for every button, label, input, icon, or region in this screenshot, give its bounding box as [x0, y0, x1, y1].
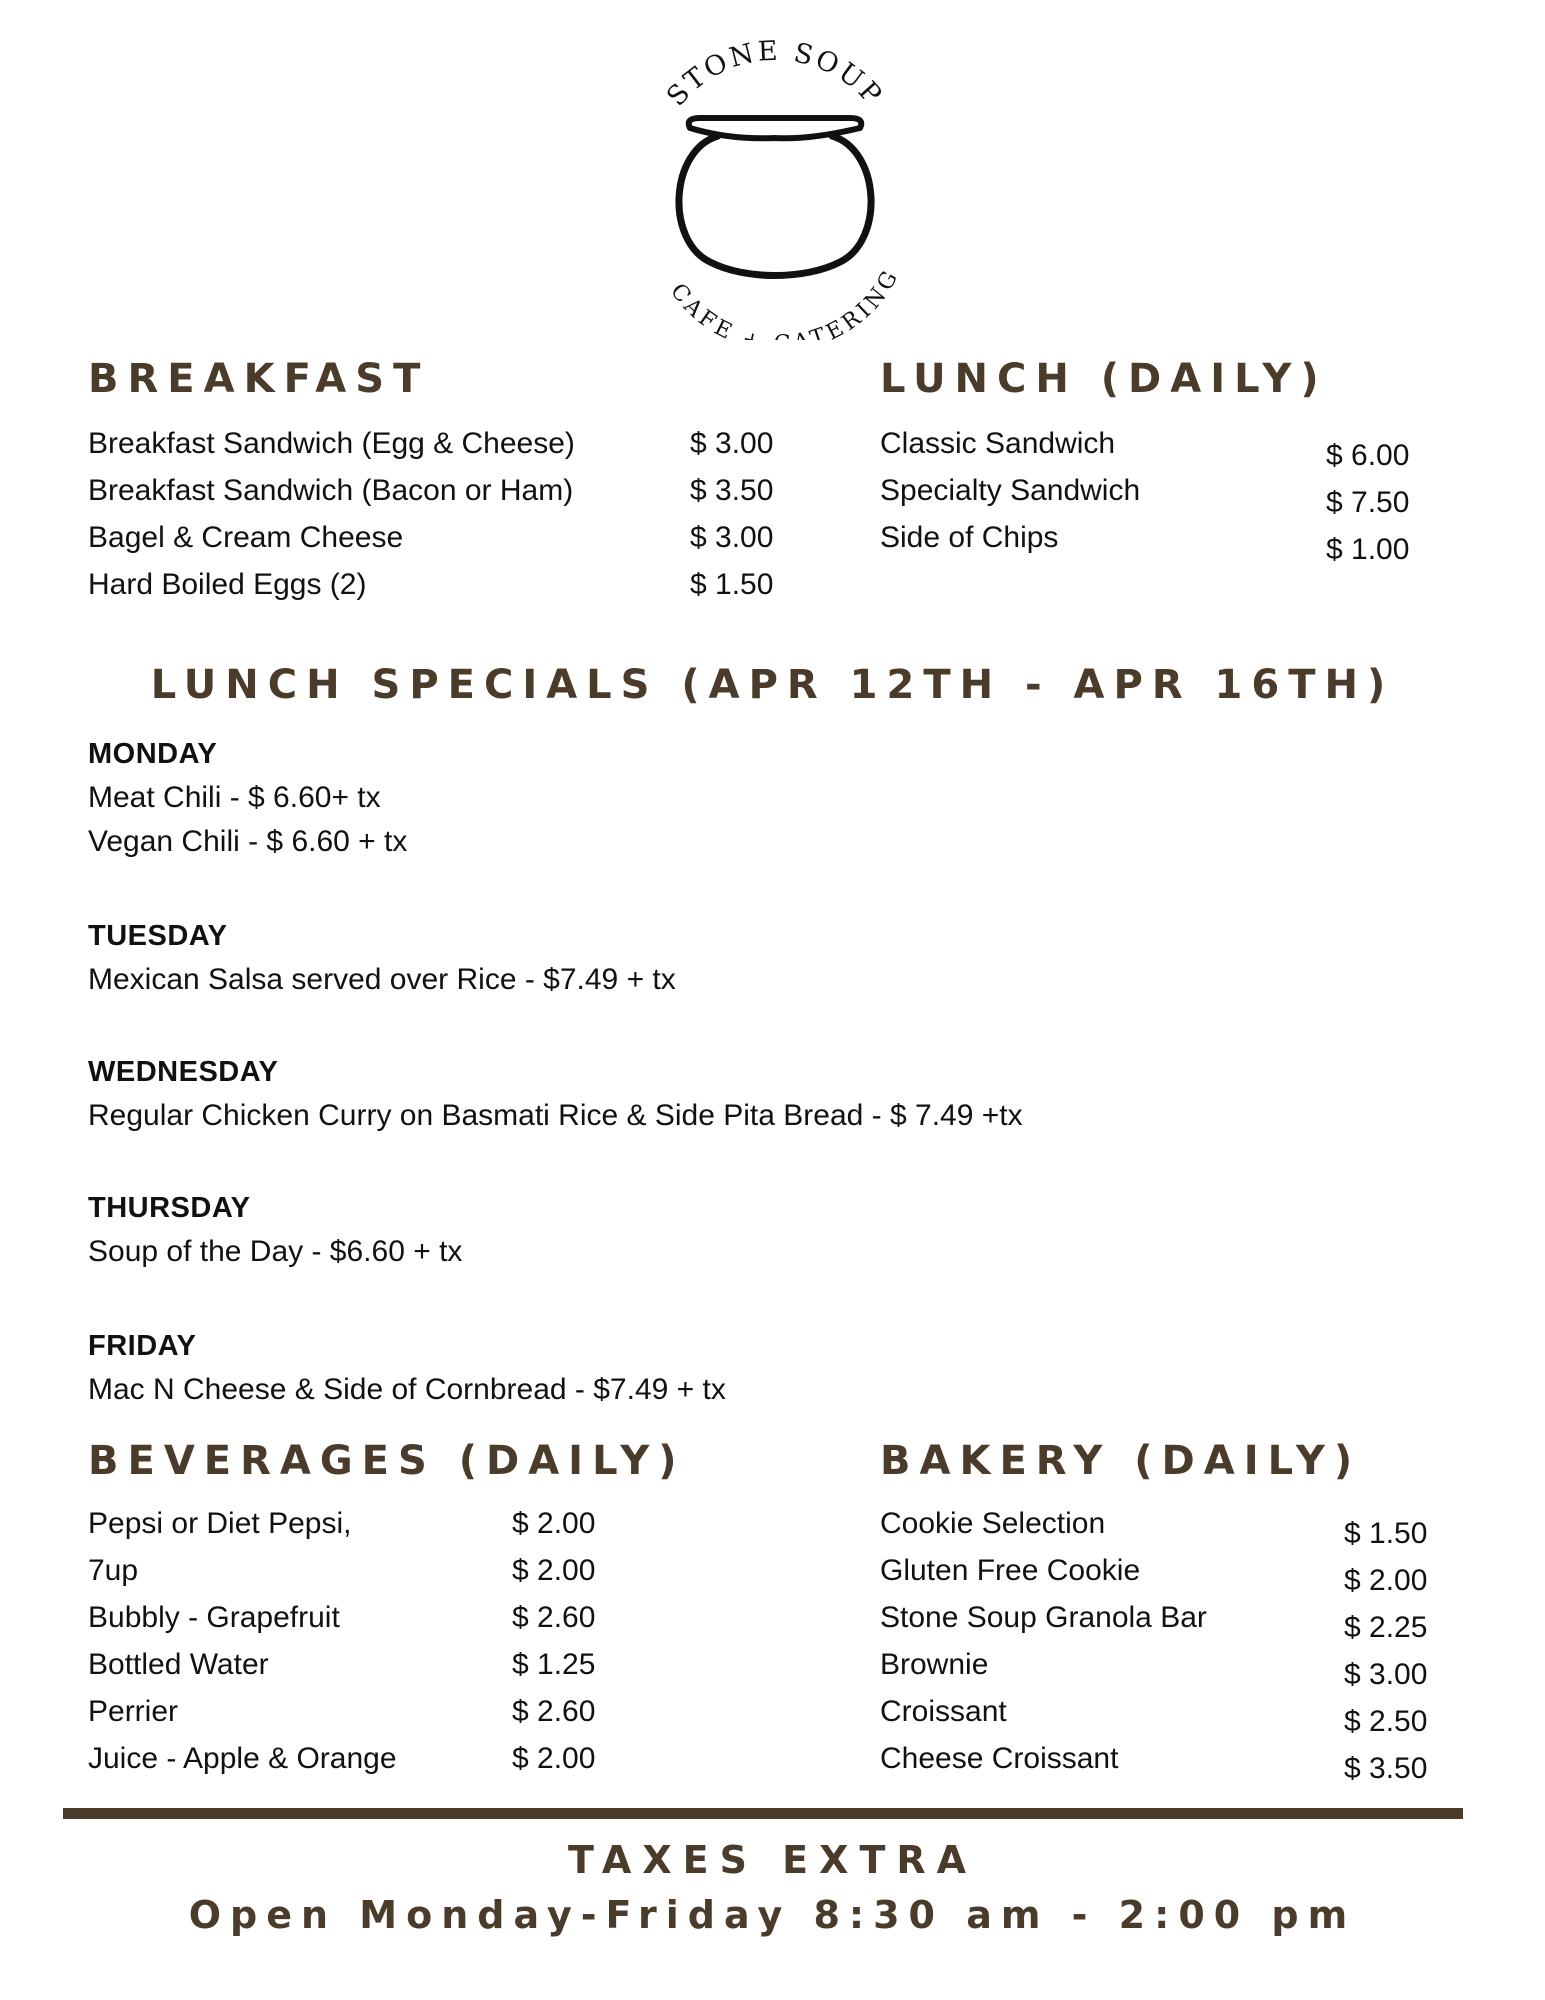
- item-name: Bottled Water: [88, 1648, 269, 1681]
- list-item: Side of Chips: [880, 521, 1059, 554]
- item-price: $ 3.00: [690, 521, 774, 554]
- item-price: $ 3.00: [690, 427, 774, 460]
- item-price: $ 3.50: [1344, 1752, 1428, 1785]
- soup-pot-icon: [610, 40, 940, 340]
- list-item: Cheese Croissant: [880, 1742, 1119, 1775]
- lunch-specials-heading: LUNCH SPECIALS (APR 12TH - APR 16TH): [150, 662, 1395, 708]
- item-name: Bubbly - Grapefruit: [88, 1601, 340, 1634]
- lunch-prices: [1326, 432, 1476, 573]
- item-price: $ 1.25: [512, 1648, 596, 1681]
- special-line: Mac N Cheese & Side of Cornbread - $7.49 + tx: [88, 1373, 726, 1406]
- lunch-heading: LUNCH (DAILY): [880, 356, 1328, 402]
- list-item: [88, 467, 788, 514]
- breakfast-list: [88, 420, 788, 608]
- special-line: Vegan Chili - $ 6.60 + tx: [88, 825, 408, 858]
- list-item: [88, 1547, 688, 1594]
- list-item: [88, 561, 788, 608]
- lunch-names: [880, 420, 1300, 561]
- footer-divider: [63, 1808, 1463, 1819]
- item-name: Breakfast Sandwich (Bacon or Ham): [88, 474, 574, 507]
- day-label: THURSDAY: [88, 1192, 251, 1224]
- item-price: $ 2.60: [512, 1695, 596, 1728]
- item-name: Pepsi or Diet Pepsi,: [88, 1507, 352, 1540]
- logo-bottom-text: CAFE TERING: [665, 263, 905, 340]
- special-line: Mexican Salsa served over Rice - $7.49 + tx: [88, 963, 676, 996]
- item-price: $ 1.00: [1326, 533, 1410, 566]
- day-label: WEDNESDAY: [88, 1056, 279, 1088]
- beverages-heading: BEVERAGES (DAILY): [88, 1438, 686, 1484]
- item-price: $ 2.00: [512, 1554, 596, 1587]
- list-item: [88, 420, 788, 467]
- bakery-heading: BAKERY (DAILY): [880, 1438, 1362, 1484]
- list-item: [88, 514, 788, 561]
- item-price: $ 2.25: [1344, 1611, 1428, 1644]
- opening-hours: Open Monday-Friday 8:30 am - 2:00 pm: [188, 1893, 1357, 1937]
- day-label: MONDAY: [88, 738, 218, 770]
- item-name: 7up: [88, 1554, 139, 1587]
- special-monday: [88, 738, 407, 859]
- item-price: $ 1.50: [690, 568, 774, 601]
- item-price: $ 3.50: [690, 474, 774, 507]
- bakery-prices: [1344, 1510, 1494, 1792]
- item-price: $ 3.00: [1344, 1658, 1428, 1691]
- special-tuesday: [88, 920, 676, 997]
- special-line: Meat Chili - $ 6.60+ tx: [88, 781, 381, 814]
- beverages-list: [88, 1500, 688, 1782]
- item-price: $ 2.00: [512, 1742, 596, 1775]
- item-name: Hard Boiled Eggs (2): [88, 568, 367, 601]
- item-price: $ 1.50: [1344, 1517, 1428, 1550]
- item-price: $ 7.50: [1326, 486, 1410, 519]
- item-name: Juice - Apple & Orange: [88, 1742, 397, 1775]
- list-item: Specialty Sandwich: [880, 474, 1141, 507]
- item-name: Breakfast Sandwich (Egg & Cheese): [88, 427, 575, 460]
- item-name: Bagel & Cream Cheese: [88, 521, 404, 554]
- logo-top-text: STONE SOUP: [660, 40, 890, 113]
- special-line: Regular Chicken Curry on Basmati Rice & Side Pita Bread - $ 7.49 +tx: [88, 1099, 1023, 1132]
- list-item: [88, 1594, 688, 1641]
- item-price: $ 2.00: [512, 1507, 596, 1540]
- taxes-note: TAXES EXTRA: [567, 1838, 978, 1882]
- special-friday: [88, 1330, 726, 1407]
- list-item: Classic Sandwich: [880, 427, 1116, 460]
- special-thursday: [88, 1192, 462, 1269]
- item-price: $ 2.60: [512, 1601, 596, 1634]
- bakery-names: [880, 1500, 1320, 1782]
- breakfast-heading: BREAKFAST: [88, 356, 430, 402]
- list-item: [88, 1688, 688, 1735]
- special-line: Soup of the Day - $6.60 + tx: [88, 1235, 463, 1268]
- item-name: Perrier: [88, 1695, 179, 1728]
- list-item: [88, 1735, 688, 1782]
- item-price: $ 6.00: [1326, 439, 1410, 472]
- special-wednesday: [88, 1056, 1023, 1133]
- list-item: [88, 1500, 688, 1547]
- logo: [610, 40, 940, 340]
- list-item: Cookie Selection: [880, 1507, 1106, 1540]
- list-item: Croissant: [880, 1695, 1007, 1728]
- item-price: $ 2.50: [1344, 1705, 1428, 1738]
- day-label: FRIDAY: [88, 1330, 197, 1362]
- item-price: $ 2.00: [1344, 1564, 1428, 1597]
- day-label: TUESDAY: [88, 920, 228, 952]
- list-item: Stone Soup Granola Bar: [880, 1601, 1207, 1634]
- list-item: Gluten Free Cookie: [880, 1554, 1141, 1587]
- list-item: [88, 1641, 688, 1688]
- list-item: Brownie: [880, 1648, 989, 1681]
